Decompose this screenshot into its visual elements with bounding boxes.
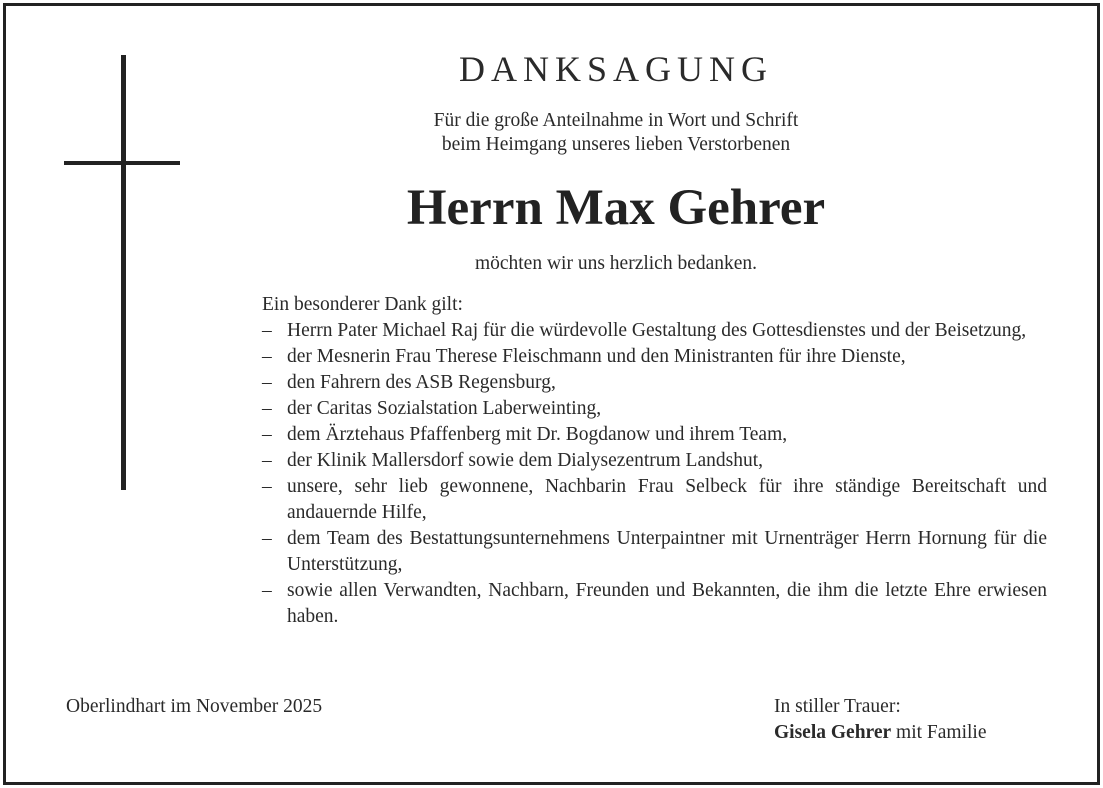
list-item-text: sowie allen Verwandten, Nachbarn, Freunden und Bekannten, die ihm die letzte Ehre erwiesen haben.	[287, 580, 1047, 627]
list-item	[262, 578, 1047, 630]
dash-bullet: –	[262, 398, 272, 419]
signature-suffix: mit Familie	[891, 722, 987, 743]
list-item	[262, 526, 1047, 578]
deceased-name: Herrn Max Gehrer	[406, 180, 826, 236]
list-item-text: unsere, sehr lieb gewonnene, Nachbarin Frau Selbeck für ihre ständige Bereitschaft und andauernde Hilfe,	[287, 476, 1047, 523]
special-thanks	[262, 292, 1047, 630]
list-item-text: der Mesnerin Frau Therese Fleischmann und den Ministranten für ihre Dienste,	[287, 346, 906, 367]
dash-bullet: –	[262, 424, 272, 445]
dash-bullet: –	[262, 450, 272, 471]
notice-heading: DANKSAGUNG	[458, 49, 773, 89]
list-item-text: den Fahrern des ASB Regensburg,	[287, 372, 556, 393]
list-item	[262, 422, 1047, 448]
intro-line-2: beim Heimgang unseres lieben Verstorbenen	[441, 134, 791, 155]
dash-bullet: –	[262, 372, 272, 393]
list-item-text: der Caritas Sozialstation Laberweinting,	[287, 398, 602, 419]
list-item	[262, 318, 1047, 344]
list-item-text: Herrn Pater Michael Raj für die würdevolle Gestaltung des Gottesdienstes und der Beisetzung,	[287, 320, 1027, 341]
list-item	[262, 396, 1047, 422]
thanks-line: möchten wir uns herzlich bedanken.	[474, 253, 758, 274]
obituary-notice	[3, 3, 1100, 785]
place-and-date: Oberlindhart im November 2025	[66, 696, 323, 717]
list-item	[262, 448, 1047, 474]
thanks-list	[262, 318, 1047, 630]
list-item-text: der Klinik Mallersdorf sowie dem Dialysezentrum Landshut,	[287, 450, 764, 471]
intro-text	[186, 109, 1046, 157]
signature-block	[774, 694, 987, 746]
list-item-text: dem Ärztehaus Pfaffenberg mit Dr. Bogdanow und ihrem Team,	[287, 424, 788, 445]
list-item	[262, 370, 1047, 396]
signature-label: In stiller Trauer:	[774, 696, 901, 717]
dash-bullet: –	[262, 346, 272, 367]
dash-bullet: –	[262, 320, 272, 341]
cross-horizontal-bar	[64, 161, 180, 165]
list-item-text: dem Team des Bestattungsunternehmens Unterpaintner mit Urnenträger Herrn Hornung für die Unterstützung,	[287, 528, 1047, 575]
list-item	[262, 344, 1047, 370]
signature-line	[774, 720, 987, 746]
signature-name: Gisela Gehrer	[774, 722, 892, 743]
cross-vertical-bar	[121, 55, 126, 490]
dash-bullet: –	[262, 528, 272, 549]
list-item	[262, 474, 1047, 526]
special-thanks-intro: Ein besonderer Dank gilt:	[262, 294, 463, 315]
dash-bullet: –	[262, 476, 272, 497]
intro-line-1: Für die große Anteilnahme in Wort und Schrift	[433, 110, 799, 131]
dash-bullet: –	[262, 580, 272, 601]
